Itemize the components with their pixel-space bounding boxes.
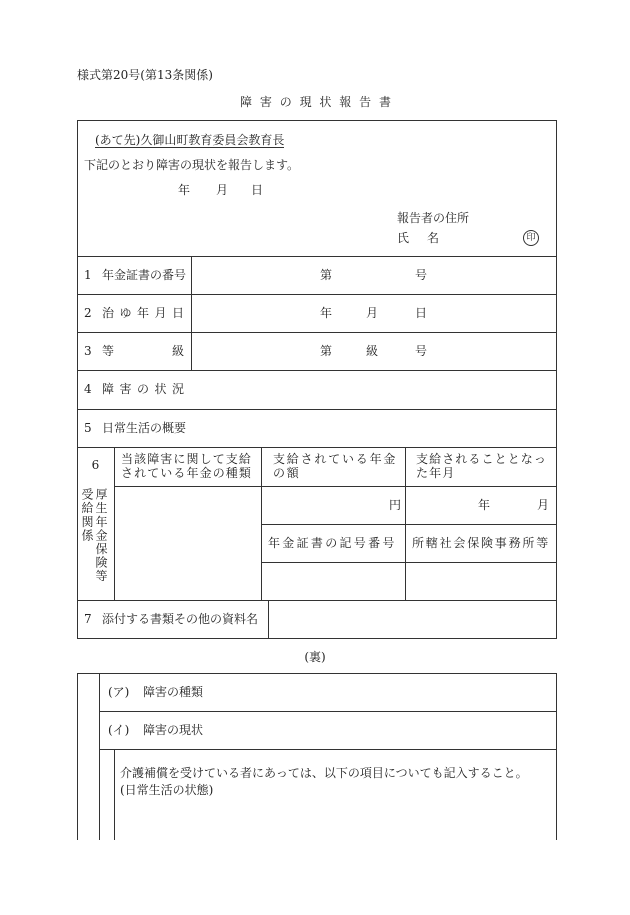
certificate-suffix: 号 — [415, 268, 428, 282]
header-line: 当該障害に関して支給 — [121, 452, 253, 466]
header-line: 支給されることとなっ — [416, 452, 548, 466]
start-month-label: 月 — [537, 498, 550, 512]
item-number: 2 — [84, 306, 92, 320]
grade-unit: 級 — [366, 344, 379, 358]
item-number: 4 — [84, 382, 92, 396]
cure-year-label: 年 — [320, 306, 333, 320]
table-rule — [77, 638, 557, 639]
form-title: 障 害 の 現 状 報 告 書 — [240, 95, 391, 109]
item-number: 5 — [84, 421, 92, 435]
report-form-back — [77, 673, 557, 840]
item-label: 障害の種類 — [143, 685, 204, 699]
item-label: 障 害 の 状 況 — [102, 382, 184, 396]
item-number: 1 — [84, 268, 92, 282]
date-year-label: 年 — [178, 183, 191, 197]
header-line: されている年金の種類 — [121, 466, 253, 480]
table-rule — [191, 294, 192, 332]
item-number: 3 — [84, 344, 92, 358]
item-row-daily-life — [77, 409, 557, 447]
reporter-name-label-2: 名 — [427, 231, 440, 245]
item-label: 日常生活の概要 — [102, 421, 187, 435]
column-header-pension-type — [114, 447, 261, 486]
column-header-pension-amount — [261, 447, 405, 486]
reporter-address-label: 報告者の住所 — [397, 211, 470, 225]
back-side-label: (裏) — [304, 650, 326, 664]
item-mark: (イ) — [108, 723, 130, 737]
table-rule — [191, 332, 192, 370]
certificate-prefix: 第 — [320, 268, 333, 282]
back-row-disability-status — [99, 711, 557, 749]
item-row-cure-date — [77, 294, 557, 332]
item-label: 障害の現状 — [143, 723, 204, 737]
item-row-certificate-number — [77, 256, 557, 294]
table-rule — [191, 256, 192, 294]
item-mark: (ア) — [108, 685, 130, 699]
amount-unit: 円 — [389, 498, 402, 512]
table-rule — [261, 524, 557, 525]
item-label-vertical-2: 受給関係 — [80, 488, 94, 543]
item-row-disability-status — [77, 370, 557, 409]
reporter-name-label-1: 氏 — [397, 231, 410, 245]
form-number: 様式第20号(第13条関係) — [77, 68, 213, 82]
back-row-disability-type — [99, 673, 557, 711]
care-note: 介護補償を受けている者にあっては、以下の項目についても記入すること。 — [120, 766, 528, 780]
report-date-line — [77, 183, 557, 197]
item-row-grade — [77, 332, 557, 370]
certificate-code-label: 年金証書の記号番号 — [268, 536, 397, 550]
report-header-section — [77, 120, 557, 256]
grade-prefix: 第 — [320, 344, 333, 358]
table-rule — [77, 673, 78, 840]
item-label: 年金証書の番号 — [102, 268, 187, 282]
back-row-care-notes — [99, 749, 557, 840]
date-month-label: 月 — [216, 183, 229, 197]
item-label: 添付する書類その他の資料名 — [102, 612, 259, 626]
item-number: 6 — [91, 458, 100, 472]
column-header-payment-start — [405, 447, 557, 486]
grade-suffix: 号 — [415, 344, 428, 358]
item-label: 等 級 — [102, 344, 184, 358]
table-rule — [268, 600, 269, 638]
start-year-label: 年 — [478, 498, 491, 512]
header-line: の額 — [273, 466, 301, 480]
table-rule — [114, 486, 557, 487]
item-number: 7 — [84, 612, 92, 626]
item-label-vertical-1: 厚生年金保険等 — [94, 488, 108, 584]
header-line: 支給されている年金 — [273, 452, 398, 466]
date-day-label: 日 — [251, 183, 264, 197]
addressee: (あて先)久御山町教育委員会教育長 — [95, 133, 285, 147]
report-statement: 下記のとおり障害の現状を報告します。 — [84, 158, 300, 172]
office-label: 所轄社会保険事務所等 — [412, 536, 551, 550]
report-form-front — [77, 120, 557, 639]
daily-life-heading: (日常生活の状態) — [120, 783, 214, 797]
seal-mark: 印 — [523, 230, 539, 246]
item-row-attachments — [77, 600, 557, 638]
cure-month-label: 月 — [366, 306, 379, 320]
item-label: 治 ゆ 年 月 日 — [102, 306, 184, 320]
header-line: た年月 — [416, 466, 456, 480]
item-row-pension-relation — [77, 447, 557, 600]
cure-day-label: 日 — [415, 306, 428, 320]
table-rule — [261, 562, 557, 563]
